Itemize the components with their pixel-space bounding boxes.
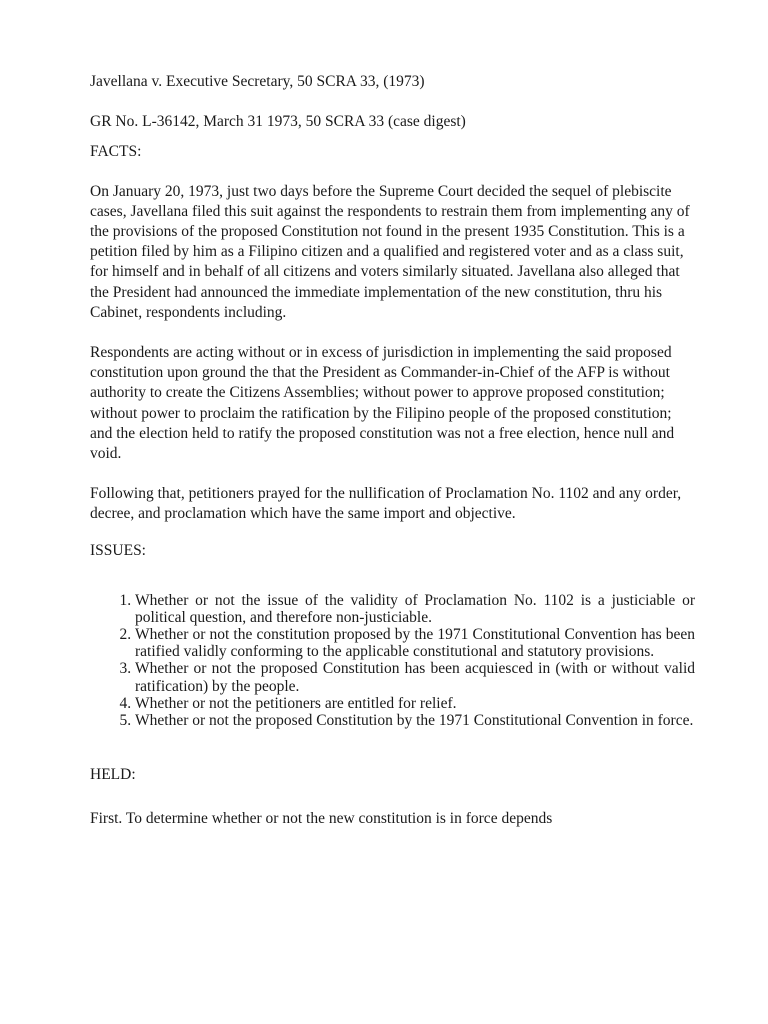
facts-paragraph: Following that, petitioners prayed for the nullification of Proclamation No. 1102 and any order, decree, and proclamation which have the same import and objective.	[90, 485, 682, 523]
case-citation: GR No. L-36142, March 31 1973, 50 SCRA 33 (case digest)	[90, 113, 466, 130]
issue-item: 5. Whether or not the proposed Constitution by the 1971 Constitutional Convention in force.	[135, 712, 695, 729]
issue-item: 1. Whether or not the issue of the validity of Proclamation No. 1102 is a justiciable or political question, and therefore non-justiciable.	[135, 592, 695, 626]
case-title: Javellana v. Executive Secretary, 50 SCRA 33, (1973)	[90, 73, 425, 90]
issue-item: 4. Whether or not the petitioners are entitled for relief.	[135, 695, 695, 712]
issue-item: 2. Whether or not the constitution proposed by the 1971 Constitutional Convention has been ratified validly conforming to the applicable constitutional and statutory provisions.	[135, 626, 695, 660]
issues-list	[90, 592, 695, 730]
document-page	[90, 68, 695, 848]
held-heading: HELD:	[90, 766, 136, 784]
held-paragraph: First. To determine whether or not the new constitution is in force depends	[90, 809, 553, 827]
facts-paragraph: On January 20, 1973, just two days before the Supreme Court decided the sequel of plebiscite cases, Javellana filed this suit against the respondents to restrain them from implementing any of the provisions of the proposed Constitution not found in the present 1935 Constitution. This is a petition filed by him as a Filipino citizen and a qualified and registered voter and as a class suit, for himself and in behalf of all citizens and voters similarly situated. Javellana also alleged that the President had announced the immediate implementation of the new constitution, thru his Cabinet, respondents including.	[90, 182, 690, 321]
facts-heading: FACTS:	[90, 143, 142, 160]
issues-heading: ISSUES:	[90, 541, 146, 559]
issue-item: 3. Whether or not the proposed Constitution has been acquiesced in (with or without valid ratification) by the people.	[135, 660, 695, 694]
facts-paragraph: Respondents are acting without or in excess of jurisdiction in implementing the said proposed constitution upon ground the that the President as Commander-in-Chief of the AFP is without authority to create the Citizens Assemblies; without power to approve proposed constitution; without power to proclaim the ratification by the Filipino people of the proposed constitution; and the election held to ratify the proposed constitution was not a free election, hence null and void.	[90, 343, 675, 462]
